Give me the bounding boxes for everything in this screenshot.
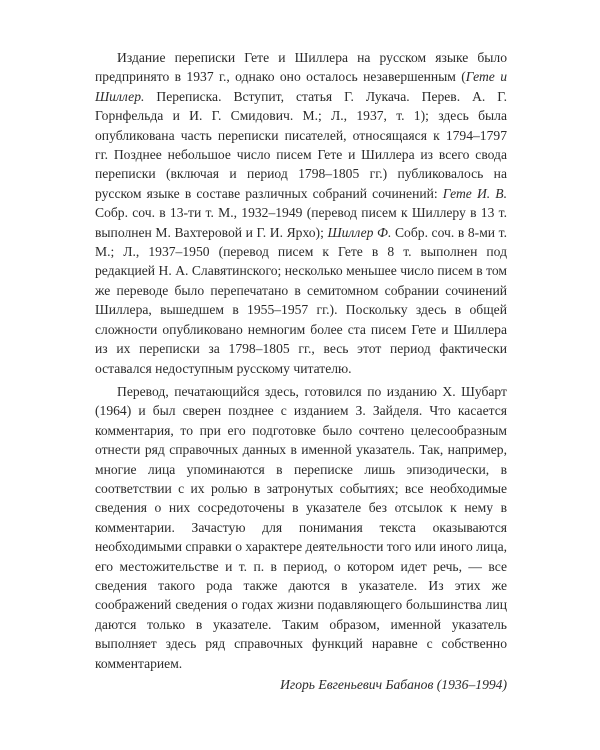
document-page	[95, 48, 507, 694]
author-signature: Игорь Евгеньевич Бабанов (1936–1994)	[280, 677, 507, 692]
paragraph-text: Перевод, печатающийся здесь, готовился по изданию Х. Шубарт (1964) и был сверен позднее с изданием З. Зайделя. Что касается комментария, то при его подготовке было сочтено целесообразным отнести ряд справочных данных в именной указатель. Так, например, многие лица упоминаются в переписке лишь эпизодически, в соответствии с их ролью в затронутых событиях; все необходимые сведения о них сосредоточены в указателе без отсылок к нему в комментарии. Зачастую для понимания текста оказываются необходимыми справки о характере деятельности того или иного лица, его местожительстве и т. п. в период, о котором идет речь, — все сведения такого рода также даются в указателе. Из этих же соображений сведения о годах жизни подавляющего большинства лиц даются только в указателе. Таким образом, именной указатель выполняет здесь ряд справочных функций наравне с собственно комментарием.	[95, 383, 508, 671]
italic-author-schiller: Шиллер Ф.	[327, 224, 392, 240]
paragraph-text: Собр. соч. в 8-ми т. М.; Л., 1937–1950 (перевод писем к Гете в 8 т. выполнен под редакцией Н. А. Славятинского; несколько меньшее число писем в том же переводе было перепечатано в семитомном собрании сочинений Шиллера, вышедшем в 1955–1957 гг.). Поскольку здесь в общей сложности опубликовано немногим более ста писем Гете и Шиллера из их переписки за 1798–1805 гг., весь этот период фактически оставался недоступным русскому читателю.	[95, 224, 507, 376]
paragraph-1	[95, 48, 507, 378]
italic-citation: Гете и Шиллер.	[95, 69, 507, 104]
paragraph-2	[95, 382, 507, 673]
paragraph-text: Собр. соч. в 13-ти т. М., 1932–1949 (перевод писем к Шиллеру в 13 т. выполнен М. Вахтеровой и Г. И. Ярхо);	[95, 205, 507, 240]
paragraph-text: Издание переписки Гете и Шиллера на русском языке было предпринято в 1937 г., однако оно осталось незавершенным (	[95, 50, 507, 85]
paragraph-text: Переписка. Вступит, статья Г. Лукача. Перев. А. Г. Горнфельда и И. Г. Смидович. М.; Л., 1937, т. 1); здесь была опубликована часть переписки писателей, относящаяся к 1794–1797 гг. Позднее небольшое число писем Гете и Шиллера из всего свода переписки (включая и период 1798–1805 гг.) публиковалось на русском языке в составе различных собраний сочинений:	[95, 88, 507, 201]
italic-author-goethe: Гете И. В.	[442, 185, 507, 201]
